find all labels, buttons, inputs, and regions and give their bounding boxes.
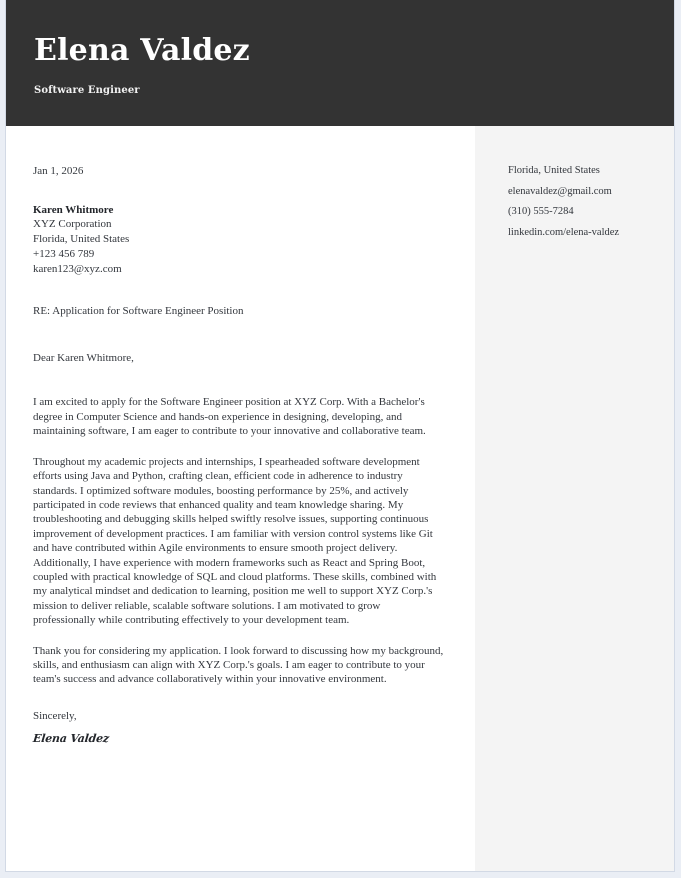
letter-main-column bbox=[6, 126, 475, 871]
recipient-location: Florida, United States bbox=[33, 233, 130, 246]
applicant-name: Elena Valdez bbox=[34, 33, 250, 68]
contact-email: elenavaldez@gmail.com bbox=[508, 185, 612, 197]
contact-list bbox=[508, 164, 660, 240]
contact-phone: (310) 555-7284 bbox=[508, 206, 574, 217]
applicant-job-title: Software Engineer bbox=[34, 85, 140, 96]
recipient-phone: +123 456 789 bbox=[33, 247, 95, 260]
contact-linkedin: linkedin.com/elena-valdez bbox=[508, 226, 620, 238]
recipient-block bbox=[33, 203, 445, 277]
letter-header-band bbox=[6, 0, 674, 126]
contact-location: Florida, United States bbox=[508, 165, 600, 176]
letter-closing: Sincerely, bbox=[33, 709, 77, 722]
document-body bbox=[6, 126, 674, 871]
letter-salutation: Dear Karen Whitmore, bbox=[33, 351, 134, 364]
letter-paragraph: Thank you for considering my application. I look forward to discussing how my background, skills, and enthusiasm can align with XYZ Corp.'s goals. I am eager to contribute to your team's success and advance collaboratively within your innovative environment. bbox=[33, 644, 444, 686]
document-page bbox=[6, 0, 674, 871]
letter-date: Jan 1, 2026 bbox=[33, 165, 84, 177]
recipient-email: karen123@xyz.com bbox=[33, 262, 122, 275]
recipient-company: XYZ Corporation bbox=[33, 218, 112, 231]
letter-signature: Elena Valdez bbox=[32, 732, 110, 746]
recipient-name: Karen Whitmore bbox=[33, 203, 114, 216]
contact-sidebar bbox=[475, 126, 674, 871]
letter-subject: RE: Application for Software Engineer Position bbox=[33, 305, 244, 318]
letter-paragraph: I am excited to apply for the Software Engineer position at XYZ Corp. With a Bachelor's degree in Computer Science and hands-on experience in designing, developing, and maintaining software, I am eager to contribute to your innovative and collaborative team. bbox=[33, 396, 426, 438]
letter-paragraph: Throughout my academic projects and internships, I spearheaded software development efforts using Java and Python, crafting clean, efficient code in adherence to industry standards. I optimized software modules, boosting performance by 25%, and actively participated in code reviews that enhanced quality and team knowledge sharing. My troubleshooting and debugging skills helped swiftly resolve issues, supporting continuous improvement of development practices. I am familiar with version control systems like Git and have contributed within Agile environments to ensure smooth project delivery. Additionally, I have experience with modern frameworks such as React and Spring Boot, coupled with practical knowledge of SQL and cloud platforms. These skills, combined with my analytical mindset and dedication to learning, position me well to support XYZ Corp.'s mission to deliver reliable, scalable software solutions. I am motivated to grow professionally while contributing effectively to your development team. bbox=[33, 455, 437, 627]
